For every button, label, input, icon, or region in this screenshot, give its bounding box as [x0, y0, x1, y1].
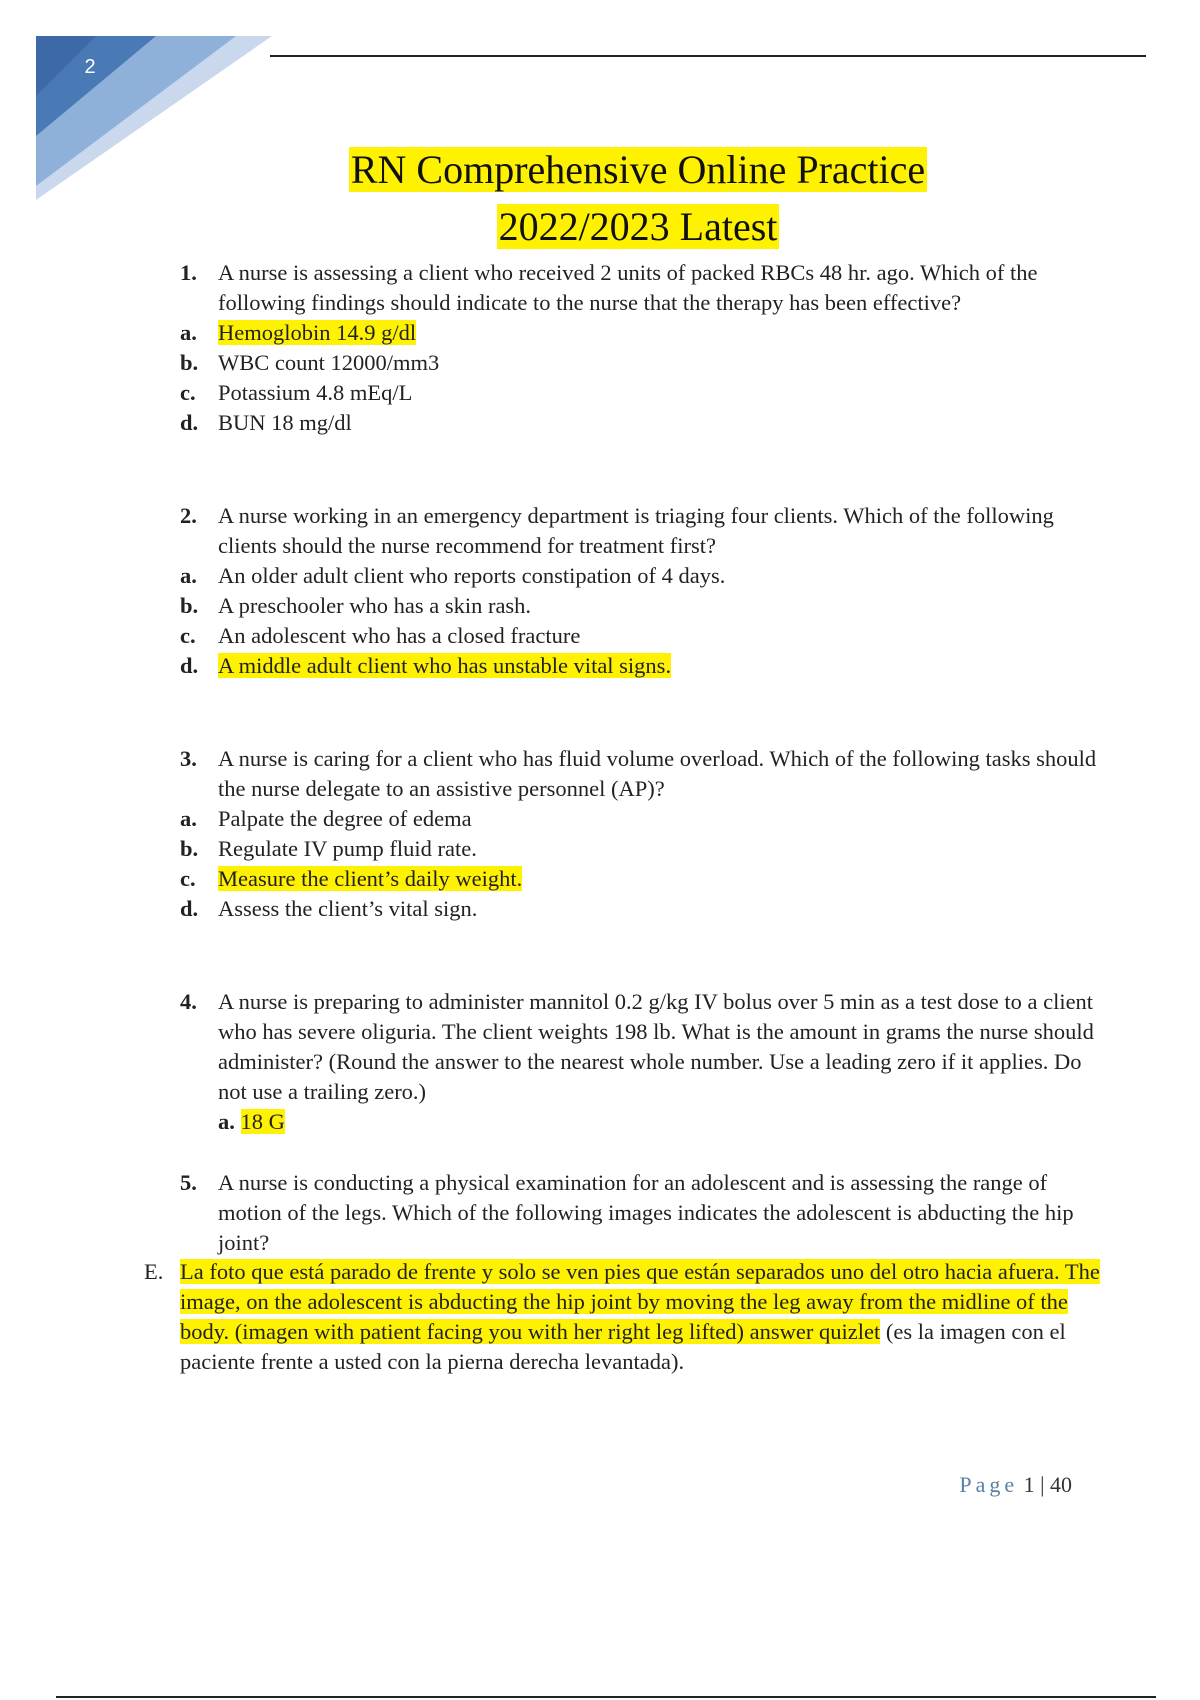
option-label: d.: [180, 653, 199, 678]
question-number: 2.: [180, 503, 197, 528]
page-marker: 2: [84, 56, 96, 78]
option-label: a.: [218, 1109, 235, 1134]
page-title: [0, 146, 1200, 260]
option-text: Regulate IV pump fluid rate.: [218, 836, 477, 861]
option-text: Potassium 4.8 mEq/L: [218, 380, 413, 405]
question-2: [180, 501, 1100, 681]
answer-label: E.: [144, 1259, 164, 1284]
answer-rest-text: (es la imagen con el paciente frente a usted con la pierna derecha levantada).: [180, 1319, 1066, 1374]
answer-highlighted-text: La foto que está parado de frente y solo se ven pies que están separados uno del otro hacia afuera. The image, on the adolescent is abducting the hip joint by moving the leg away from the midline of the body. (imagen with patient facing you with her right leg lifted) answer quizlet: [180, 1259, 1100, 1344]
title-line-1: RN Comprehensive Online Practice: [350, 147, 926, 192]
option-text: An adolescent who has a closed fracture: [218, 623, 581, 648]
option-label: a.: [180, 806, 197, 831]
option-text-correct: Hemoglobin 14.9 g/dl: [218, 320, 417, 345]
option-text: An older adult client who reports constipation of 4 days.: [218, 563, 726, 588]
option-label: a.: [180, 563, 197, 588]
question-4: [180, 987, 1100, 1137]
option-label: c.: [180, 380, 196, 405]
option-label: d.: [180, 410, 199, 435]
option-label: b.: [180, 593, 199, 618]
question-stem: A nurse is caring for a client who has fluid volume overload. Which of the following tasks should the nurse delegate to an assistive personnel (AP)?: [218, 746, 1097, 801]
question-stem: A nurse working in an emergency department is triaging four clients. Which of the following clients should the nurse recommend for treatment first?: [218, 503, 1054, 558]
option-label: b.: [180, 836, 199, 861]
question-number: 1.: [180, 260, 197, 285]
option-text-correct: Measure the client’s daily weight.: [218, 866, 523, 891]
title-line-2: 2022/2023 Latest: [498, 204, 778, 249]
footer-rule: [56, 1696, 1156, 1698]
question-3: [180, 744, 1100, 924]
option-label: a.: [180, 320, 197, 345]
option-label: c.: [180, 866, 196, 891]
option-label: d.: [180, 896, 199, 921]
question-number: 4.: [180, 989, 197, 1014]
option-text-correct: A middle adult client who has unstable vital signs.: [218, 653, 672, 678]
question-number: 3.: [180, 746, 197, 771]
page-footer: [900, 1472, 1072, 1498]
question-number: 5.: [180, 1170, 197, 1195]
question-5-answer: [144, 1257, 1120, 1377]
question-1: [180, 258, 1100, 438]
option-text: BUN 18 mg/dl: [218, 410, 352, 435]
page-number: 1 | 40: [1023, 1472, 1072, 1497]
option-label: b.: [180, 350, 199, 375]
option-text: Assess the client’s vital sign.: [218, 896, 478, 921]
question-5: [180, 1168, 1100, 1258]
option-text-correct: 18 G: [240, 1109, 285, 1134]
question-stem: A nurse is assessing a client who received 2 units of packed RBCs 48 hr. ago. Which of the following findings should indicate to the nurse that the therapy has been effective?: [218, 260, 1038, 315]
option-text: WBC count 12000/mm3: [218, 350, 440, 375]
option-text: Palpate the degree of edema: [218, 806, 472, 831]
page-word: Page: [959, 1472, 1019, 1497]
header-rule: [270, 55, 1146, 57]
option-label: c.: [180, 623, 196, 648]
option-text: A preschooler who has a skin rash.: [218, 593, 532, 618]
question-stem: A nurse is preparing to administer mannitol 0.2 g/kg IV bolus over 5 min as a test dose to a client who has severe oliguria. The client weights 198 lb. What is the amount in grams the nurse should administer? (Round the answer to the nearest whole number. Use a leading zero if it applies. Do not use a trailing zero.): [218, 989, 1094, 1104]
question-stem: A nurse is conducting a physical examination for an adolescent and is assessing the range of motion of the legs. Which of the following images indicates the adolescent is abducting the hip joint?: [218, 1170, 1074, 1255]
